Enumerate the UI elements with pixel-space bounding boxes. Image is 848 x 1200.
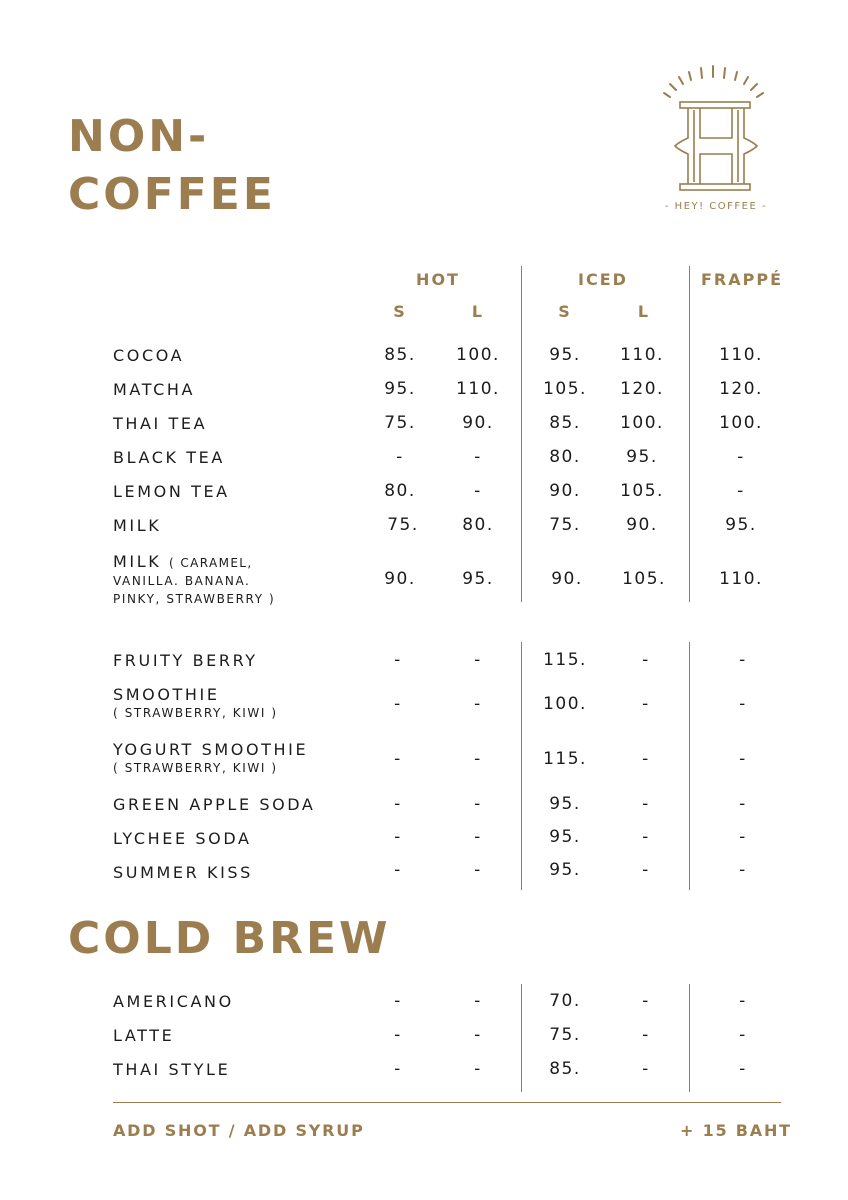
price-frappe: 110. [719,569,763,589]
price-hot-s: - [394,827,402,847]
price-hot-s: 80. [384,481,416,501]
price-iced-l: - [642,650,650,670]
price-hot-l: 100. [456,345,500,365]
item-subtitle: ( STRAWBERRY, KIWI ) [113,706,278,720]
header-iced: ICED [578,270,628,289]
item-name: MATCHA [113,380,196,399]
item-name: LEMON TEA [113,482,230,501]
price-iced-l: 95. [626,447,658,467]
price-iced-s: 70. [549,991,581,1011]
price-hot-l: 80. [462,515,494,535]
footer-divider [113,1102,781,1103]
price-hot-s: - [394,650,402,670]
price-frappe: - [739,650,747,670]
price-hot-s: 75. [384,413,416,433]
item-name: FRUITY BERRY [113,651,258,670]
price-iced-s: 95. [549,794,581,814]
price-iced-s: 90. [551,569,583,589]
price-iced-l: 120. [620,379,664,399]
price-hot-s: - [394,1025,402,1045]
price-frappe: 110. [719,345,763,365]
price-hot-s: - [394,991,402,1011]
price-hot-l: - [474,481,482,501]
price-iced-l: 100. [620,413,664,433]
price-iced-l: - [642,794,650,814]
price-hot-s: - [394,1059,402,1079]
price-hot-l: - [474,650,482,670]
item-subtitle: ( CARAMEL, [169,556,253,570]
non-coffee-title: NON- COFFEE [68,111,276,220]
price-frappe: - [739,794,747,814]
price-iced-s: 75. [549,1025,581,1045]
price-hot-l: 110. [456,379,500,399]
price-iced-s: 85. [549,413,581,433]
price-iced-l: - [642,1059,650,1079]
price-iced-l: - [642,749,650,769]
price-frappe: 100. [719,413,763,433]
price-hot-l: - [474,447,482,467]
price-iced-l: - [642,1025,650,1045]
price-iced-l: - [642,827,650,847]
item-name: THAI STYLE [113,1060,231,1079]
header-hot-s: S [393,302,407,321]
header-frappe: FRAPPÉ [700,270,783,289]
price-hot-l: - [474,1059,482,1079]
add-shot-syrup-label: ADD SHOT / ADD SYRUP [113,1121,365,1140]
price-iced-s: 95. [549,827,581,847]
item-name: SUMMER KISS [113,863,253,882]
item-name: BLACK TEA [113,448,225,467]
price-hot-l: - [474,794,482,814]
item-name: LYCHEE SODA [113,829,252,848]
price-iced-s: 105. [543,379,587,399]
divider-hot-iced-2 [521,642,522,890]
price-frappe: 95. [725,515,757,535]
brand-name: - HEY! COFFEE - [664,201,768,212]
price-hot-l: - [474,694,482,714]
item-name: THAI TEA [113,414,208,433]
price-iced-s: 95. [549,345,581,365]
price-frappe: - [739,991,747,1011]
price-hot-l: 95. [462,569,494,589]
price-hot-l: - [474,860,482,880]
price-frappe: - [739,1025,747,1045]
price-hot-s: - [396,447,404,467]
price-frappe: - [737,447,745,467]
item-subtitle-line2: VANILLA. BANANA. [113,574,251,588]
price-hot-l: - [474,1025,482,1045]
price-iced-s: 100. [543,694,587,714]
price-hot-l: - [474,827,482,847]
price-iced-s: 90. [549,481,581,501]
price-frappe: - [739,827,747,847]
price-frappe: 120. [719,379,763,399]
item-name: YOGURT SMOOTHIE ( STRAWBERRY, KIWI ) [113,740,309,775]
price-hot-s: 90. [384,569,416,589]
hey-coffee-logo [655,62,777,222]
price-hot-l: - [474,749,482,769]
price-hot-s: - [394,694,402,714]
price-iced-s: 75. [549,515,581,535]
item-name: MILK ( CARAMEL, VANILLA. BANANA. PINKY, STRAWBERRY ) [113,552,276,606]
header-iced-l: L [637,302,651,321]
price-iced-s: 115. [543,749,587,769]
divider-iced-frappe-3 [689,984,690,1092]
item-subtitle-line3: PINKY, STRAWBERRY ) [113,592,276,606]
price-hot-s: - [394,749,402,769]
price-iced-l: 90. [626,515,658,535]
price-iced-s: 95. [549,860,581,880]
price-iced-l: 105. [620,481,664,501]
divider-iced-frappe-1 [689,266,690,602]
header-iced-s: S [558,302,572,321]
price-frappe: - [739,860,747,880]
item-name: AMERICANO [113,992,234,1011]
price-frappe: - [739,694,747,714]
header-hot-l: L [471,302,485,321]
price-hot-s: - [394,860,402,880]
item-name: LATTE [113,1026,175,1045]
price-iced-s: 115. [543,650,587,670]
item-name: COCOA [113,346,185,365]
price-iced-l: 105. [622,569,666,589]
cold-brew-title: COLD BREW [68,913,391,964]
price-iced-s: 85. [549,1059,581,1079]
header-hot: HOT [416,270,460,289]
price-frappe: - [739,749,747,769]
item-name: SMOOTHIE ( STRAWBERRY, KIWI ) [113,685,278,720]
item-name: MILK [113,516,162,535]
price-hot-l: - [474,991,482,1011]
item-name: GREEN APPLE SODA [113,795,316,814]
price-iced-l: - [642,991,650,1011]
price-iced-s: 80. [549,447,581,467]
price-hot-s: 75. [387,515,419,535]
divider-iced-frappe-2 [689,642,690,890]
price-hot-s: 85. [384,345,416,365]
price-hot-s: - [394,794,402,814]
add-on-price: + 15 BAHT [680,1121,792,1140]
price-iced-l: - [642,860,650,880]
price-iced-l: - [642,694,650,714]
divider-hot-iced-1 [521,266,522,602]
price-hot-s: 95. [384,379,416,399]
price-frappe: - [737,481,745,501]
price-iced-l: 110. [620,345,664,365]
price-hot-l: 90. [462,413,494,433]
price-frappe: - [739,1059,747,1079]
item-subtitle: ( STRAWBERRY, KIWI ) [113,761,278,775]
divider-hot-iced-3 [521,984,522,1092]
